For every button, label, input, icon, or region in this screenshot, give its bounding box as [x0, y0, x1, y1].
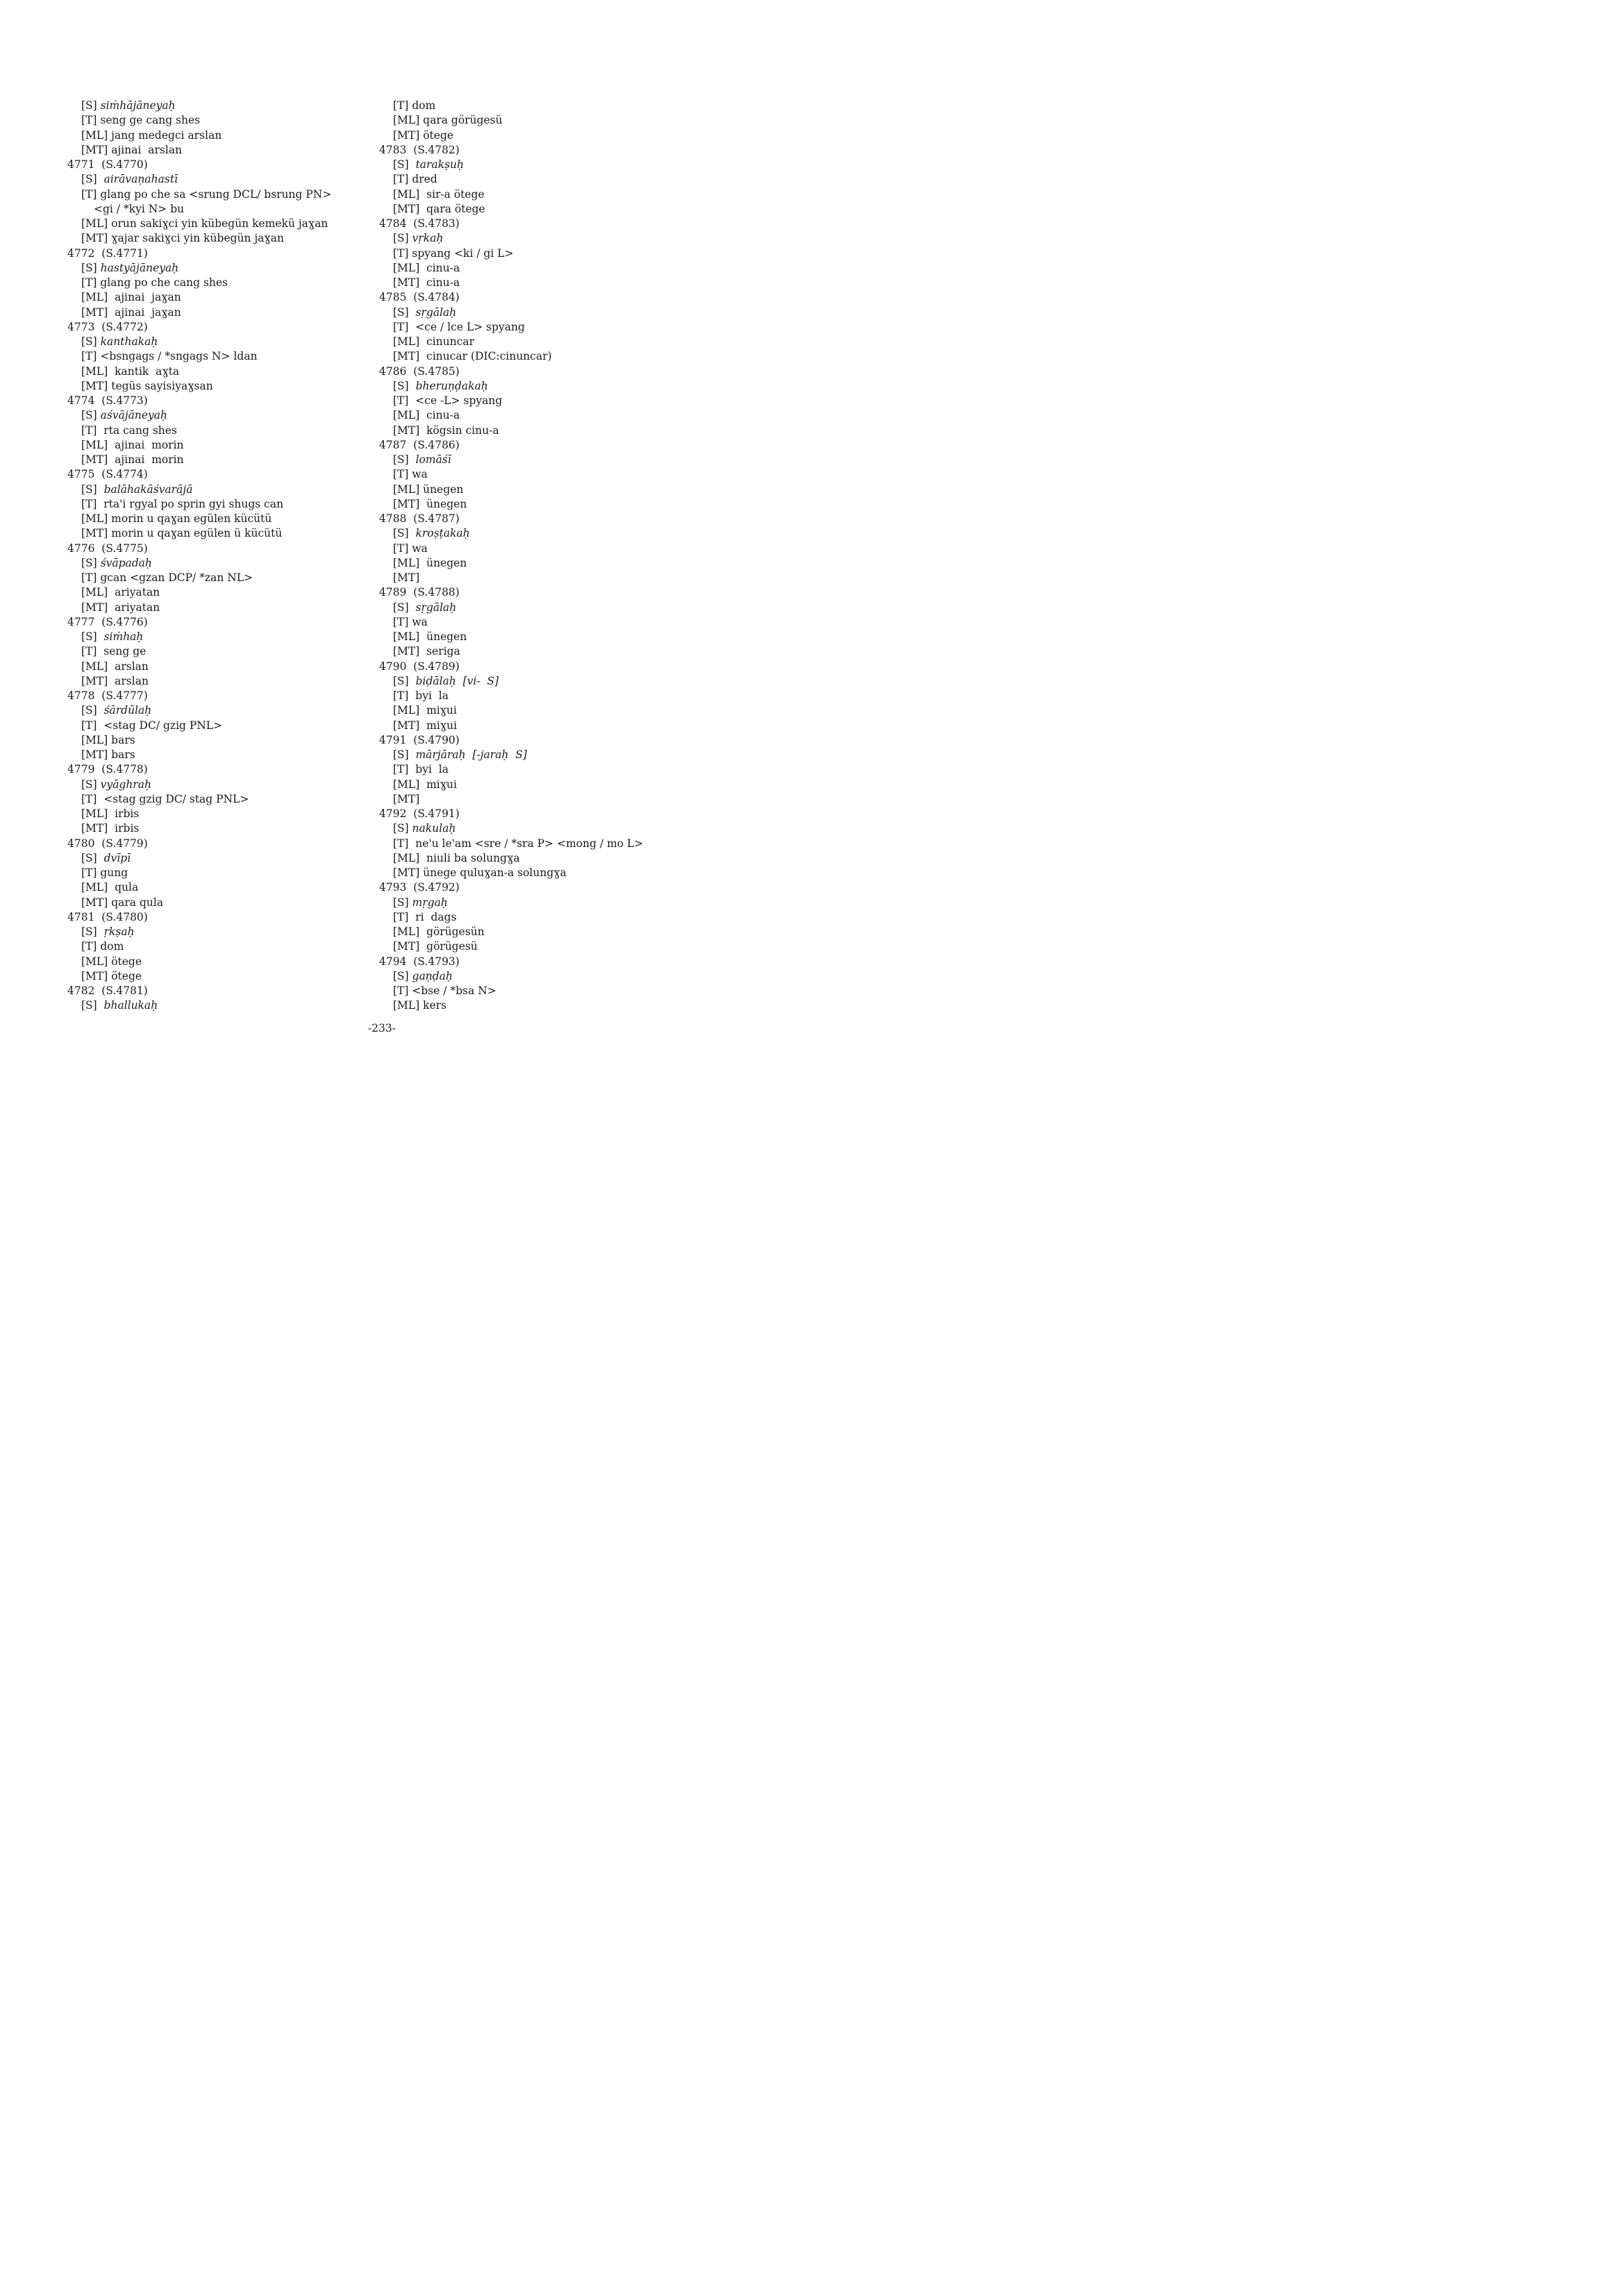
- line-text: [S]: [81, 99, 101, 112]
- line-text: [T] seng ge cang shes: [81, 114, 201, 127]
- entry-field: [379, 998, 740, 1013]
- entry-field: [379, 969, 740, 984]
- entry-field: [67, 674, 366, 689]
- entry-field: [379, 158, 740, 172]
- entry-field: [67, 335, 366, 349]
- line-text: [T] byi la: [393, 689, 449, 702]
- sanskrit-term: sṛgālaḥ: [415, 601, 457, 614]
- entry-number: [67, 542, 366, 556]
- entry-field: [379, 349, 740, 364]
- entry-field: [379, 644, 740, 659]
- sanskrit-term: mārjāraḥ [-jaraḥ S]: [415, 748, 527, 761]
- line-text: [S]: [393, 453, 416, 466]
- line-text: [T] wa: [393, 542, 428, 555]
- entry-field: [67, 955, 366, 969]
- line-text: [ML] ünegen: [393, 483, 464, 496]
- line-text: [ML] cinuncar: [393, 335, 475, 348]
- line-text: [S]: [81, 409, 101, 422]
- line-text: [MT] ajinai morin: [81, 453, 184, 466]
- line-text: [MT] ünegen: [393, 497, 467, 510]
- entry-field: [67, 217, 366, 231]
- line-text: [S]: [81, 851, 104, 864]
- line-text: [MT]: [393, 792, 420, 805]
- entry-field: [379, 837, 740, 851]
- line-text: [MT] miɣui: [393, 719, 458, 732]
- sanskrit-term: sṛgālaḥ: [415, 305, 457, 319]
- line-text: 4784 (S.4783): [379, 217, 460, 230]
- line-text: 4777 (S.4776): [67, 615, 148, 628]
- sanskrit-term: bhallukaḥ: [103, 999, 158, 1012]
- line-text: [MT] cinu-a: [393, 276, 460, 289]
- line-text: [T] ne'u le'am <sre / *sra P> <mong / mo L>: [393, 837, 644, 850]
- line-text: [T] <ce -L> spyang: [393, 394, 503, 407]
- line-text: [T] spyang <ki / gi L>: [393, 246, 514, 260]
- entry-field: [67, 379, 366, 394]
- entry-field: [379, 630, 740, 644]
- entry-number: [67, 246, 366, 261]
- entry-field: [67, 483, 366, 497]
- line-text: [MT] cinucar (DIC:cinuncar): [393, 350, 552, 363]
- line-text: [MT] ariyatan: [81, 601, 160, 614]
- line-text: [T] wa: [393, 468, 428, 481]
- entry-number: [67, 320, 366, 335]
- sanskrit-term: nakulaḥ: [412, 822, 456, 835]
- entry-field: [379, 497, 740, 512]
- entry-number: [67, 689, 366, 703]
- entry-field: [379, 467, 740, 482]
- line-text: [ML] ünegen: [393, 556, 467, 569]
- entry-field: [67, 585, 366, 600]
- line-text: [MT] seriga: [393, 645, 460, 658]
- entry-field: [379, 172, 740, 187]
- entry-number: [67, 762, 366, 777]
- entry-field: [67, 512, 366, 526]
- entry-field: [379, 601, 740, 615]
- entry-field: [67, 792, 366, 807]
- line-text: [S]: [81, 778, 101, 791]
- line-text: [S]: [393, 969, 412, 982]
- line-text: 4774 (S.4773): [67, 394, 148, 407]
- entry-number: [379, 217, 740, 231]
- sanskrit-term: vyāghraḥ: [100, 778, 151, 791]
- entry-field: [379, 276, 740, 290]
- entry-field: [67, 453, 366, 467]
- entry-field: [67, 305, 366, 320]
- entry-field: [67, 128, 366, 143]
- line-text: [ML] irbis: [81, 807, 140, 820]
- entry-field: [67, 571, 366, 585]
- entry-field: [67, 601, 366, 615]
- line-text: [S]: [393, 896, 412, 909]
- line-text: [T] dom: [81, 940, 124, 953]
- line-text: [MT] ajinai arslan: [81, 143, 183, 156]
- line-text: [S]: [81, 483, 104, 496]
- line-text: [ML] qula: [81, 881, 139, 894]
- entry-number: [379, 290, 740, 305]
- line-text: [MT] ötege: [81, 969, 142, 982]
- line-text: [MT]: [393, 571, 420, 584]
- line-text: [ML] cinu-a: [393, 409, 460, 422]
- entry-field: [379, 748, 740, 762]
- entry-field: [379, 305, 740, 320]
- entry-number: [379, 733, 740, 748]
- line-text: [MT] ajinai jaɣan: [81, 305, 181, 319]
- line-text: [ML] morin u qaɣan egülen kücütü: [81, 512, 272, 525]
- line-text: [MT] görügesü: [393, 940, 478, 953]
- line-text: 4771 (S.4770): [67, 158, 148, 171]
- line-text: [ML] ariyatan: [81, 586, 160, 599]
- line-text: [ML] bars: [81, 733, 135, 746]
- entry-field: [67, 231, 366, 246]
- entry-field: [379, 424, 740, 438]
- line-text: 4786 (S.4785): [379, 364, 460, 378]
- line-text: [S]: [81, 556, 101, 569]
- entry-field: [379, 615, 740, 630]
- line-text: 4778 (S.4777): [67, 689, 148, 702]
- line-text: 4788 (S.4787): [379, 512, 460, 525]
- entry-number: [67, 467, 366, 482]
- line-text: [MT] qara ötege: [393, 202, 485, 215]
- entry-field: [379, 379, 740, 394]
- entry-field: [67, 630, 366, 644]
- line-text: [T] seng ge: [81, 645, 147, 658]
- left-column: [67, 99, 366, 1014]
- line-text: [T] glang po che cang shes: [81, 276, 228, 289]
- line-text: [ML] miɣui: [393, 778, 457, 791]
- sanskrit-term: kanthakaḥ: [100, 335, 158, 348]
- entry-field: [379, 556, 740, 571]
- line-text: [T] <ce / lce L> spyang: [393, 320, 525, 333]
- dictionary-page: [0, 0, 764, 1080]
- entry-field: [67, 778, 366, 792]
- entry-field: [67, 748, 366, 762]
- entry-field: [379, 866, 740, 880]
- entry-number: [67, 615, 366, 630]
- entry-field: [67, 276, 366, 290]
- line-text: [ML] kantik aɣta: [81, 364, 180, 378]
- sanskrit-term: mṛgaḥ: [412, 896, 448, 909]
- line-text: [MT] tegüs sayisiyaɣsan: [81, 379, 213, 392]
- entry-field: [67, 261, 366, 276]
- line-text: [ML] ünegen: [393, 630, 467, 643]
- line-text: [ML] arslan: [81, 660, 149, 673]
- line-text: [S]: [81, 261, 101, 274]
- entry-field: [379, 335, 740, 349]
- entry-number: [67, 910, 366, 925]
- entry-field: [67, 556, 366, 571]
- line-text: 4794 (S.4793): [379, 955, 460, 968]
- line-text: [T] <stag gzig DC/ stag PNL>: [81, 792, 249, 805]
- sanskrit-term: kroṣṭakaḥ: [415, 527, 470, 540]
- sanskrit-term: gaṇḍaḥ: [412, 969, 453, 982]
- line-text: [MT] morin u qaɣan egülen ü kücütü: [81, 527, 283, 540]
- entry-field: [379, 896, 740, 910]
- sanskrit-term: balāhakāśvarājā: [103, 483, 193, 496]
- line-text: 4780 (S.4779): [67, 837, 148, 850]
- entry-number: [379, 660, 740, 674]
- line-text: [T] <stag DC/ gzig PNL>: [81, 719, 223, 732]
- line-text: [ML] miɣui: [393, 704, 457, 717]
- line-text: [S]: [81, 630, 104, 643]
- entry-field: [379, 99, 740, 113]
- line-text: [MT] qara qula: [81, 896, 164, 909]
- entry-field: [67, 349, 366, 364]
- line-text: [T] ri dags: [393, 910, 457, 923]
- entry-field: [379, 113, 740, 128]
- page-number: -233-: [367, 1022, 396, 1034]
- sanskrit-term: ṛkṣaḥ: [103, 925, 135, 938]
- entry-field: [67, 969, 366, 984]
- line-text: 4772 (S.4771): [67, 246, 148, 260]
- line-text: [MT] arslan: [81, 674, 149, 687]
- line-text: [ML] niuli ba solungɣa: [393, 851, 520, 864]
- line-text: 4776 (S.4775): [67, 542, 148, 555]
- entry-field: [379, 320, 740, 335]
- line-text: [S]: [81, 704, 104, 717]
- line-text: [T] rta'i rgyal po sprin gyi shugs can: [81, 497, 284, 510]
- line-text: [MT] ɣajar sakiɣci yin kübegün jaɣan: [81, 232, 285, 245]
- line-text: 4793 (S.4792): [379, 881, 460, 894]
- line-text: [S]: [81, 335, 101, 348]
- entry-field: [67, 925, 366, 939]
- sanskrit-term: vṛkaḥ: [412, 232, 444, 245]
- entry-field: [67, 408, 366, 423]
- line-text: [T] <bsngags / *sngags N> ldan: [81, 350, 258, 363]
- sanskrit-term: bheruṇḍakaḥ: [415, 379, 488, 392]
- entry-field: [379, 939, 740, 954]
- entry-field: [67, 438, 366, 453]
- entry-field: [379, 778, 740, 792]
- line-text: [T] glang po che sa <srung DCL/ bsrung PN>: [81, 187, 332, 201]
- sanskrit-term: biḍālaḥ [vi- S]: [415, 674, 499, 687]
- entry-field: [379, 542, 740, 556]
- sanskrit-term: airāvaṇahastī: [103, 173, 178, 186]
- entry-field: [67, 99, 366, 113]
- entry-field: [379, 719, 740, 733]
- sanskrit-term: siṁhājāneyaḥ: [100, 99, 176, 112]
- sanskrit-term: lomāśī: [415, 453, 451, 466]
- entry-number: [379, 880, 740, 895]
- line-text: 4781 (S.4780): [67, 910, 148, 923]
- line-text: 4775 (S.4774): [67, 468, 148, 481]
- entry-field: [67, 172, 366, 187]
- line-text: [MT] ünege quluɣan-a solungɣa: [393, 866, 567, 879]
- entry-field: [67, 143, 366, 158]
- line-text: <gi / *kyi N> bu: [94, 202, 185, 215]
- line-text: [ML] sir-a ötege: [393, 187, 485, 201]
- entry-field: [379, 187, 740, 202]
- line-text: [S]: [393, 527, 416, 540]
- entry-field: [67, 290, 366, 305]
- line-text: [T] dred: [393, 173, 437, 186]
- entry-field: [67, 526, 366, 541]
- entry-field: [379, 689, 740, 703]
- entry-field: [379, 453, 740, 467]
- line-text: [ML] kers: [393, 999, 447, 1012]
- line-text: [T] gung: [81, 866, 128, 879]
- entry-field: [379, 261, 740, 276]
- entry-field: [379, 851, 740, 866]
- line-text: [S]: [393, 232, 412, 245]
- entry-field: [67, 896, 366, 910]
- line-text: 4773 (S.4772): [67, 320, 148, 333]
- entry-number: [379, 512, 740, 526]
- entry-field: [67, 880, 366, 895]
- sanskrit-term: dvīpī: [103, 851, 131, 864]
- entry-field: [67, 851, 366, 866]
- line-text: [ML] orun sakiɣci yin kübegün kemekü jaɣan: [81, 217, 328, 230]
- line-text: [MT] irbis: [81, 822, 140, 835]
- line-text: [ML] ajinai jaɣan: [81, 291, 181, 304]
- line-text: 4791 (S.4790): [379, 733, 460, 746]
- entry-field: [379, 526, 740, 541]
- line-text: [T] dom: [393, 99, 436, 112]
- sanskrit-term: tarakṣuḥ: [415, 158, 464, 171]
- entry-field: [379, 483, 740, 497]
- sanskrit-term: siṁhaḥ: [103, 630, 144, 643]
- line-text: [T] <bse / *bsa N>: [393, 984, 496, 997]
- line-text: [S]: [393, 822, 412, 835]
- line-text: 4792 (S.4791): [379, 807, 460, 820]
- line-text: 4787 (S.4786): [379, 438, 460, 451]
- entry-field: [379, 925, 740, 939]
- entry-field: [379, 408, 740, 423]
- sanskrit-term: śvāpadaḥ: [100, 556, 152, 569]
- entry-field: [379, 674, 740, 689]
- entry-number: [67, 984, 366, 998]
- entry-field: [379, 128, 740, 143]
- entry-field: [379, 910, 740, 925]
- line-text: [T] wa: [393, 615, 428, 628]
- line-text: [S]: [393, 379, 416, 392]
- entry-field: [379, 246, 740, 261]
- line-text: [MT] ötege: [393, 128, 454, 142]
- line-text: 4779 (S.4778): [67, 763, 148, 776]
- line-text: [S]: [393, 601, 416, 614]
- line-text: [S]: [81, 925, 104, 938]
- line-text: [T] rta cang shes: [81, 424, 177, 437]
- line-text: [S]: [81, 173, 104, 186]
- entry-field: [67, 364, 366, 379]
- entry-field: [67, 807, 366, 821]
- entry-field: [379, 703, 740, 718]
- entry-field: [67, 998, 366, 1013]
- line-text: 4782 (S.4781): [67, 984, 148, 997]
- entry-field: [379, 984, 740, 998]
- line-text: [ML] görügesün: [393, 925, 485, 938]
- line-text: [S]: [81, 999, 104, 1012]
- line-text: [MT] kögsin cinu-a: [393, 424, 499, 437]
- line-text: 4790 (S.4789): [379, 660, 460, 673]
- entry-field: [379, 821, 740, 836]
- line-text: [ML] cinu-a: [393, 261, 460, 274]
- line-text: [MT] bars: [81, 748, 135, 761]
- entry-field: [379, 231, 740, 246]
- entry-continuation: [67, 202, 366, 217]
- entry-number: [67, 158, 366, 172]
- entry-field: [379, 394, 740, 408]
- entry-number: [379, 955, 740, 969]
- entry-field: [67, 497, 366, 512]
- entry-field: [379, 762, 740, 777]
- line-text: [ML] qara görügesü: [393, 114, 503, 127]
- line-text: [S]: [393, 674, 416, 687]
- entry-field: [67, 733, 366, 748]
- line-text: 4789 (S.4788): [379, 586, 460, 599]
- entry-field: [379, 571, 740, 585]
- line-text: [ML] ötege: [81, 955, 142, 968]
- entry-field: [379, 202, 740, 217]
- entry-number: [379, 438, 740, 453]
- line-text: [S]: [393, 748, 416, 761]
- sanskrit-term: śārdūlaḥ: [103, 704, 152, 717]
- entry-number: [379, 585, 740, 600]
- entry-field: [67, 644, 366, 659]
- line-text: 4785 (S.4784): [379, 291, 460, 304]
- line-text: [ML] ajinai morin: [81, 438, 184, 451]
- entry-field: [67, 939, 366, 954]
- line-text: [T] byi la: [393, 763, 449, 776]
- entry-number: [379, 364, 740, 379]
- entry-number: [379, 807, 740, 821]
- entry-field: [67, 660, 366, 674]
- entry-field: [67, 113, 366, 128]
- line-text: [S]: [393, 158, 416, 171]
- line-text: [ML] jang medegci arslan: [81, 128, 222, 142]
- right-column: [379, 99, 740, 1014]
- entry-field: [67, 719, 366, 733]
- entry-field: [67, 821, 366, 836]
- entry-field: [67, 424, 366, 438]
- entry-field: [67, 866, 366, 880]
- entry-number: [67, 837, 366, 851]
- entry-number: [379, 143, 740, 158]
- sanskrit-term: hastyājāneyaḥ: [100, 261, 179, 274]
- entry-field: [379, 792, 740, 807]
- line-text: [T] gcan <gzan DCP/ *zan NL>: [81, 571, 253, 584]
- sanskrit-term: aśvājāneyaḥ: [100, 409, 168, 422]
- line-text: 4783 (S.4782): [379, 143, 460, 156]
- entry-field: [67, 703, 366, 718]
- entry-field: [67, 187, 366, 202]
- entry-number: [67, 394, 366, 408]
- line-text: [S]: [393, 305, 416, 319]
